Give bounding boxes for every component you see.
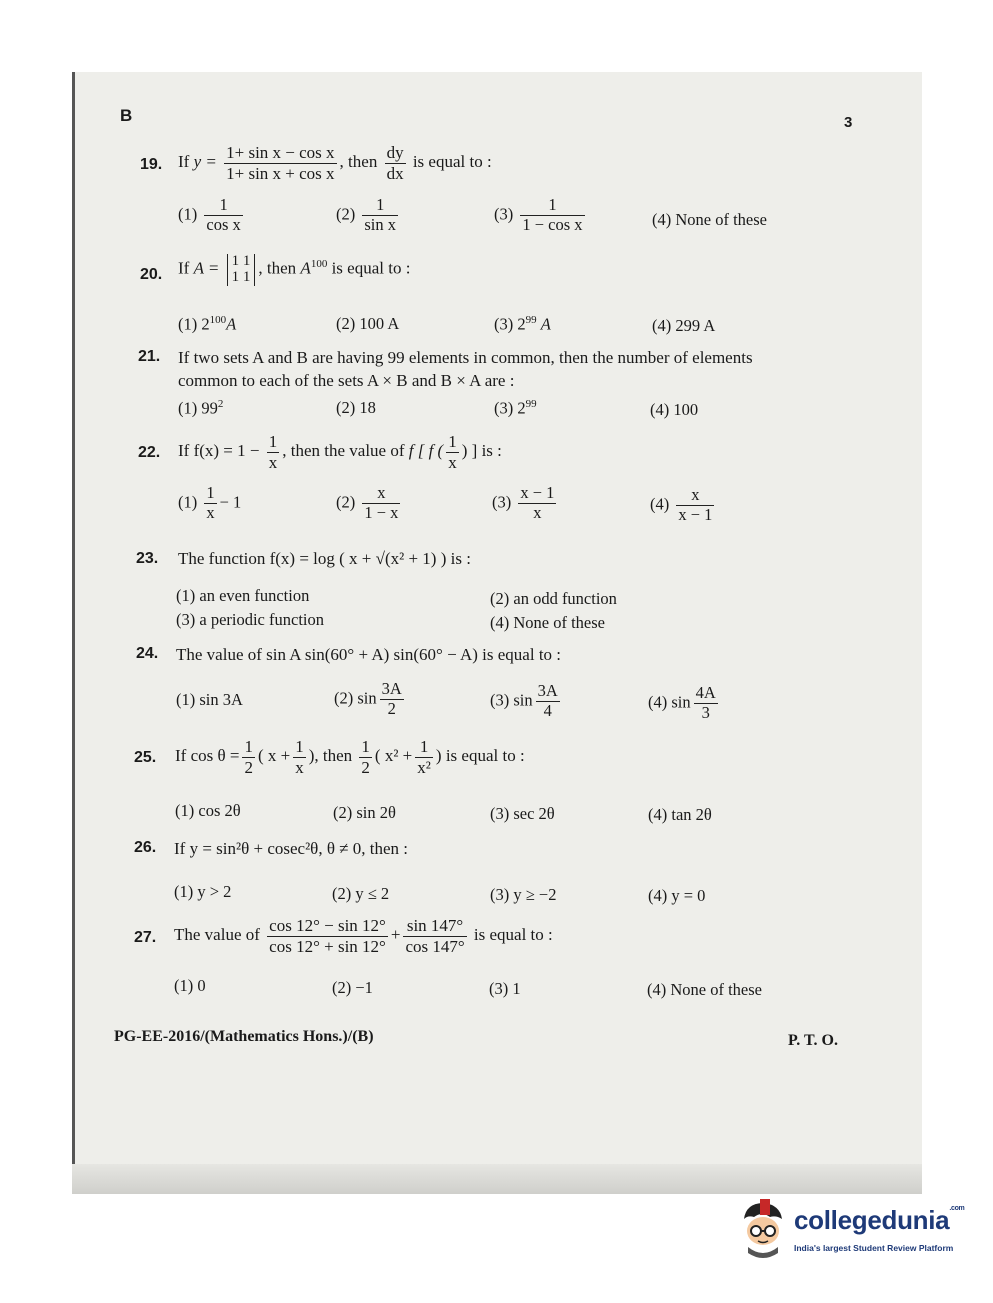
option-1: (1) sin 3A: [176, 690, 243, 709]
option-4: (4) y = 0: [648, 886, 706, 905]
question-number: 19.: [140, 156, 163, 173]
scanned-page: [72, 72, 922, 1194]
question-24-stem: The value of sin A sin(60° + A) sin(60° − A) is equal to :: [176, 645, 562, 664]
question-number: 25.: [134, 749, 157, 766]
option-3: (3) a periodic function: [176, 610, 324, 629]
question-25-stem: If cos θ = $\frac{1}{2}$ ( x + $\frac{1}{x}$ ), then $\frac{1}{2}$ ( x² + $\frac{1}{\text{x²}}$ ) is equal to :: [175, 737, 525, 777]
option-3: (3) $2^{99}$ A: [494, 314, 551, 334]
option-2: (2) sin 2θ: [333, 803, 396, 822]
question-20-stem: If A = 1 1 1 1 , then $A^{100}$ is equal to :: [178, 253, 411, 285]
option-2: (2) sin $\frac{3A}{2}$: [334, 679, 402, 718]
question-set-label: B: [120, 106, 133, 125]
question-number: 21.: [138, 348, 161, 365]
logo-tagline: India's largest Student Review Platform: [794, 1243, 954, 1253]
option-2: (2) $\frac{1}{\text{sin x}}$: [336, 195, 397, 234]
option-4: (4) sin $\frac{4A}{3}$: [648, 683, 716, 722]
question-number: 27.: [134, 929, 157, 946]
question-22-stem: If f(x) = 1 − $\frac{1}{x}$ , then the value of f [ f ( $\frac{1}{x}$ ) ] is :: [178, 432, 502, 472]
question-21-line-2: common to each of the sets A × B and B × A are :: [178, 371, 515, 390]
option-4: (4) None of these: [647, 980, 763, 999]
scan-edge-shadow: [72, 1164, 922, 1194]
option-3: (3) sec 2θ: [490, 804, 555, 823]
option-1: (1) $99^2$: [178, 398, 224, 418]
option-1: (1) y > 2: [174, 882, 232, 901]
question-number: 24.: [136, 645, 159, 662]
question-23-stem: The function f(x) = log ( x + √(x² + 1) ) is :: [178, 549, 471, 568]
option-2: (2) an odd function: [490, 589, 617, 608]
option-2: (2) $\frac{x}{1 - x}$: [336, 483, 399, 522]
logo-wordmark: collegedunia$^{.com}$: [794, 1205, 965, 1235]
option-4: (4) 299 A: [652, 316, 716, 335]
option-1: (1) $\frac{1}{\text{cos x}}$: [178, 195, 241, 234]
option-1: (1) $\frac{1}{x}$ − 1: [178, 483, 242, 522]
question-21-line-1: If two sets A and B are having 99 elements in common, then the number of elements: [178, 348, 753, 367]
option-3: (3) $\frac{1}{\text{1 − cos x}}$: [494, 195, 583, 234]
option-2: (2) y ≤ 2: [332, 884, 390, 903]
derivative: $\frac{dy}{dx}$: [386, 143, 404, 183]
question-number: 22.: [138, 444, 161, 461]
option-2: (2) 100 A: [336, 314, 400, 333]
question-27-stem: The value of $\frac{\cos 12^\circ - \sin 12^\circ}{\cos 12^\circ + \sin 12^\circ}$ + $\frac{\sin 147^\circ}{\cos 147^\circ}$ is equal to :: [174, 916, 553, 956]
mascot-icon: [736, 1197, 792, 1261]
option-1: (1) 0: [174, 976, 206, 995]
option-1: (1) $2^{100}A$: [178, 314, 237, 334]
option-2: (2) 18: [336, 398, 376, 417]
question-26-stem: If y = sin²θ + cosec²θ, θ ≠ 0, then :: [174, 839, 409, 858]
option-4: (4) None of these: [652, 210, 768, 229]
option-1: (1) cos 2θ: [175, 801, 241, 820]
option-3: (3) y ≥ −2: [490, 885, 557, 904]
option-2: (2) −1: [332, 978, 373, 997]
option-3: (3) $\frac{x - 1}{x}$: [492, 483, 555, 522]
question-19-stem: If y = $\frac{\text{1+ sin x − cos x}}{\text{1+ sin x + cos x}}$ , then $\frac{dy}{dx}$ is equal to :: [178, 143, 492, 183]
option-3: (3) sin $\frac{3A}{4}$: [490, 681, 558, 720]
question-number: 23.: [136, 550, 159, 567]
page-number: 3: [844, 114, 853, 131]
matrix: 1 1 1 1: [227, 254, 256, 286]
collegedunia-logo[interactable]: [736, 1197, 966, 1267]
question-number: 20.: [140, 266, 163, 283]
question-number: 26.: [134, 839, 157, 856]
fraction: $\frac{\text{1+ sin x − cos x}}{\text{1+ sin x + cos x}}$: [226, 143, 335, 183]
option-4: (4) tan 2θ: [648, 805, 712, 824]
option-3: (3) 1: [489, 979, 521, 998]
option-3: (3) $2^{99}$: [494, 398, 537, 418]
option-4: (4) None of these: [490, 613, 606, 632]
please-turn-over: P. T. O.: [788, 1032, 838, 1049]
option-4: (4) 100: [650, 400, 699, 419]
paper-code: PG-EE-2016/(Mathematics Hons.)/(B): [114, 1028, 374, 1045]
option-4: (4) $\frac{x}{x - 1}$: [650, 485, 713, 524]
option-1: (1) an even function: [176, 586, 310, 605]
